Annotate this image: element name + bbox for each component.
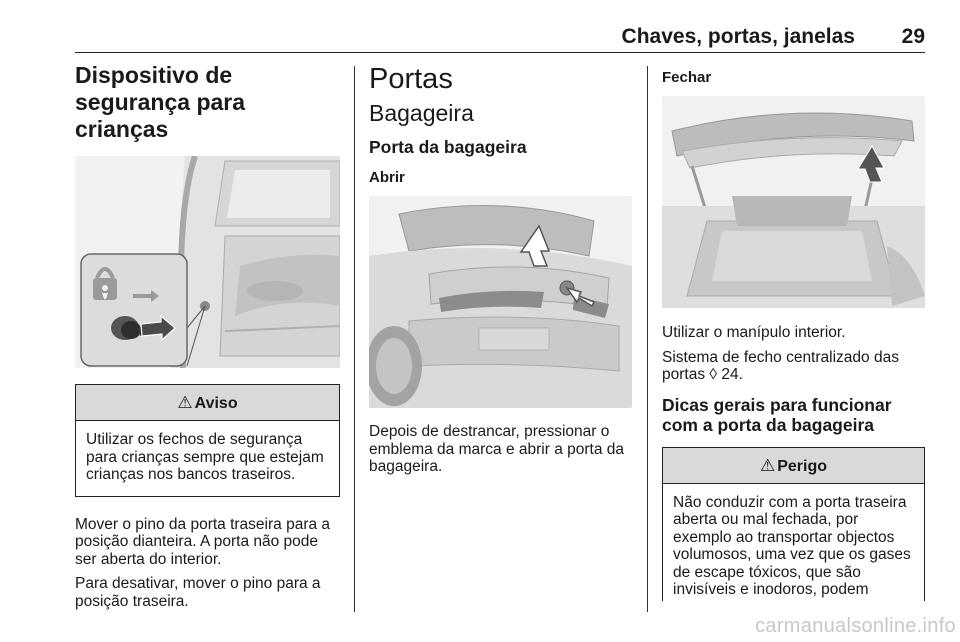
- section-heading-doors: Portas: [369, 63, 453, 95]
- danger-triangle-icon: ⚠: [759, 455, 776, 475]
- page-number: 29: [901, 25, 925, 48]
- site-watermark: carmanualsonline.info: [755, 615, 956, 637]
- heading-tailgate: Porta da bagageira: [369, 137, 527, 157]
- warning-box-aviso: [75, 384, 340, 497]
- warning-box-header: [76, 385, 339, 421]
- warning-label: Aviso: [194, 395, 238, 412]
- column-divider-right: [647, 66, 648, 612]
- tailgate-open-illustration: [369, 196, 632, 408]
- page-header: [75, 22, 925, 53]
- subsection-heading-trunk: Bagageira: [369, 100, 474, 126]
- child-lock-illustration: [75, 156, 340, 368]
- danger-label: Perigo: [777, 457, 828, 475]
- paragraph-activate: Mover o pino da porta traseira para a posição dianteira. A porta não pode ser aberta do interior.: [75, 515, 331, 568]
- danger-box-header: [663, 448, 924, 484]
- danger-box-perigo: [662, 447, 925, 601]
- paragraph-use-handle: Utilizar o manípulo interior.: [662, 324, 846, 341]
- tailgate-close-illustration: [662, 96, 925, 308]
- left-column: [75, 62, 340, 610]
- label-close: Fechar: [662, 69, 712, 86]
- heading-general-tips: Dicas gerais para funcionar com a porta da bagageira: [662, 394, 892, 435]
- chapter-title: Chaves, portas, janelas: [621, 25, 855, 48]
- warning-text: Utilizar os fechos de segurança para crianças sempre que estejam crianças nos bancos traseiros.: [86, 431, 324, 483]
- paragraph-deactivate: Para desativar, mover o pino para a posição traseira.: [75, 575, 321, 610]
- section-heading-child-lock: Dispositivo de segurança para crianças: [75, 62, 246, 142]
- column-divider-left: [354, 66, 355, 612]
- paragraph-open-instructions: Depois de destrancar, pressionar o emblema da marca e abrir a porta da bagageira.: [369, 423, 625, 475]
- warning-triangle-icon: ⚠: [177, 393, 193, 412]
- label-open: Abrir: [369, 169, 405, 186]
- danger-text: Não conduzir com a porta traseira aberta ou mal fechada, por exemplo ao transportar objectos volumosos, uma vez que os gases de escape tóxicos, que são invisíveis e inodoros, podem: [673, 493, 911, 598]
- middle-column: [369, 62, 634, 476]
- right-column: [662, 62, 925, 601]
- paragraph-central-locking-ref: Sistema de fecho centralizado das portas ◊ 24.: [662, 348, 899, 383]
